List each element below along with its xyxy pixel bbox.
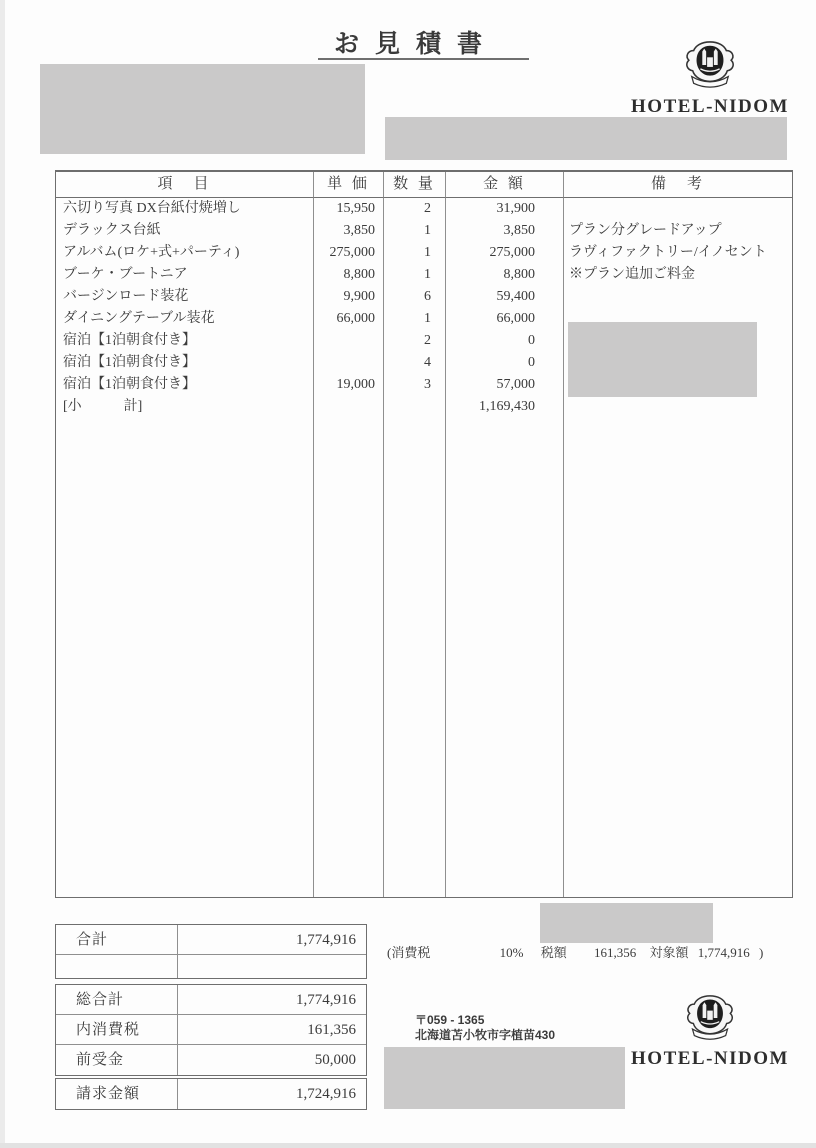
redaction-box-footer: [384, 1047, 625, 1109]
item-unit-price: 15,950: [314, 198, 384, 220]
item-name: アルバム(ロケ+式+パーティ): [56, 242, 314, 264]
item-unit-price: [314, 330, 384, 352]
item-note: プラン分グレードアップ: [569, 223, 722, 238]
column-header-amount: 金 額: [446, 172, 564, 198]
billed-amount-table: [55, 1078, 367, 1110]
tax-amount-label: 税額: [540, 945, 567, 960]
item-name: 宿泊【1泊朝食付き】: [56, 374, 314, 396]
item-note: ※プラン追加ご料金: [569, 267, 695, 282]
empty-label: [56, 955, 178, 978]
item-unit-price: 275,000: [314, 242, 384, 264]
tax-base-label: 対象額: [649, 945, 689, 960]
grand-total-label: 総合計: [56, 985, 178, 1015]
postal-code: 〒059 - 1365: [415, 1013, 485, 1027]
consumption-tax-line: [387, 942, 763, 961]
scan-edge-left: [0, 0, 5, 1148]
item-name: デラックス台紙: [56, 220, 314, 242]
redaction-box-customer: [40, 64, 365, 154]
column-header-qty: 数 量: [384, 172, 446, 198]
empty-value: [178, 955, 366, 978]
item-unit-price: 66,000: [314, 308, 384, 330]
total-table: [55, 924, 367, 979]
item-qty: 1: [384, 220, 446, 242]
filler-cell: [56, 418, 314, 897]
tax-open: (消費税: [387, 945, 431, 960]
item-amount: 0: [446, 330, 564, 352]
tax-rate: 10%: [499, 945, 524, 960]
item-name: 六切り写真 DX台紙付焼増し: [56, 198, 314, 220]
hotel-logo-top: [628, 40, 792, 118]
title-underline: [318, 58, 529, 60]
item-name: バージンロード装花: [56, 286, 314, 308]
hotel-logo-text: HOTEL-NIDOM: [631, 1048, 789, 1069]
estimate-items-table: [55, 170, 793, 898]
advance-payment-label: 前受金: [56, 1045, 178, 1075]
redaction-box-mid: [540, 903, 713, 943]
billed-amount-label: 請求金額: [56, 1079, 178, 1109]
item-unit-price: 19,000: [314, 374, 384, 396]
item-name: 宿泊【1泊朝食付き】: [56, 352, 314, 374]
item-qty: 1: [384, 242, 446, 264]
item-name: 宿泊【1泊朝食付き】: [56, 330, 314, 352]
filler-cell: [314, 418, 384, 897]
item-qty: 2: [384, 198, 446, 220]
subtotal-label: [小 計]: [56, 396, 314, 418]
total-value: 1,774,916: [178, 925, 366, 955]
page-title: お見積書: [333, 31, 498, 58]
item-qty: 1: [384, 308, 446, 330]
subtotal-qty: [384, 396, 446, 418]
redaction-box-header: [385, 117, 787, 160]
tax-close: ): [758, 945, 764, 960]
item-qty: 2: [384, 330, 446, 352]
item-amount: 66,000: [446, 308, 564, 330]
item-name: ダイニングテーブル装花: [56, 308, 314, 330]
tax-amount-value: 161,356: [593, 945, 637, 960]
filler-cell: [384, 418, 446, 897]
filler-cell: [564, 418, 792, 897]
tax-base-value: 1,774,916: [697, 945, 750, 960]
subtotal-note: [564, 396, 792, 418]
scan-edge-bottom: [0, 1143, 816, 1148]
item-qty: 6: [384, 286, 446, 308]
item-unit-price: 9,900: [314, 286, 384, 308]
included-tax-value: 161,356: [178, 1015, 366, 1045]
total-label: 合計: [56, 925, 178, 955]
item-qty: 3: [384, 374, 446, 396]
item-amount: 3,850: [446, 220, 564, 242]
item-note: [564, 286, 792, 308]
hotel-address: [415, 1013, 555, 1043]
item-amount: 0: [446, 352, 564, 374]
grand-total-value: 1,774,916: [178, 985, 366, 1015]
hotel-logo-text: HOTEL-NIDOM: [631, 96, 789, 117]
address-line: 北海道苫小牧市字植苗430: [415, 1028, 556, 1042]
summary-table: [55, 984, 367, 1076]
included-tax-label: 内消費税: [56, 1015, 178, 1045]
item-amount: 8,800: [446, 264, 564, 286]
item-unit-price: [314, 352, 384, 374]
item-unit-price: 8,800: [314, 264, 384, 286]
column-header-note: 備 考: [564, 172, 792, 198]
item-amount: 31,900: [446, 198, 564, 220]
hotel-crest-icon: [681, 994, 739, 1042]
hotel-logo-bottom: [628, 994, 792, 1070]
item-qty: 1: [384, 264, 446, 286]
billed-amount-value: 1,724,916: [296, 1086, 356, 1102]
hotel-crest-icon: [681, 40, 739, 90]
item-note: [564, 198, 792, 220]
subtotal-unit-price: [314, 396, 384, 418]
item-amount: 59,400: [446, 286, 564, 308]
filler-cell: [446, 418, 564, 897]
redaction-box-notes: [568, 322, 757, 397]
item-amount: 275,000: [446, 242, 564, 264]
item-unit-price: 3,850: [314, 220, 384, 242]
item-qty: 4: [384, 352, 446, 374]
subtotal-amount: 1,169,430: [446, 396, 564, 418]
column-header-unit-price: 単 価: [314, 172, 384, 198]
item-amount: 57,000: [446, 374, 564, 396]
item-name: ブーケ・ブートニア: [56, 264, 314, 286]
advance-payment-value: 50,000: [314, 1052, 356, 1068]
column-header-item: 項 目: [56, 172, 314, 198]
item-note: ラヴィファクトリー/イノセント: [569, 245, 767, 260]
